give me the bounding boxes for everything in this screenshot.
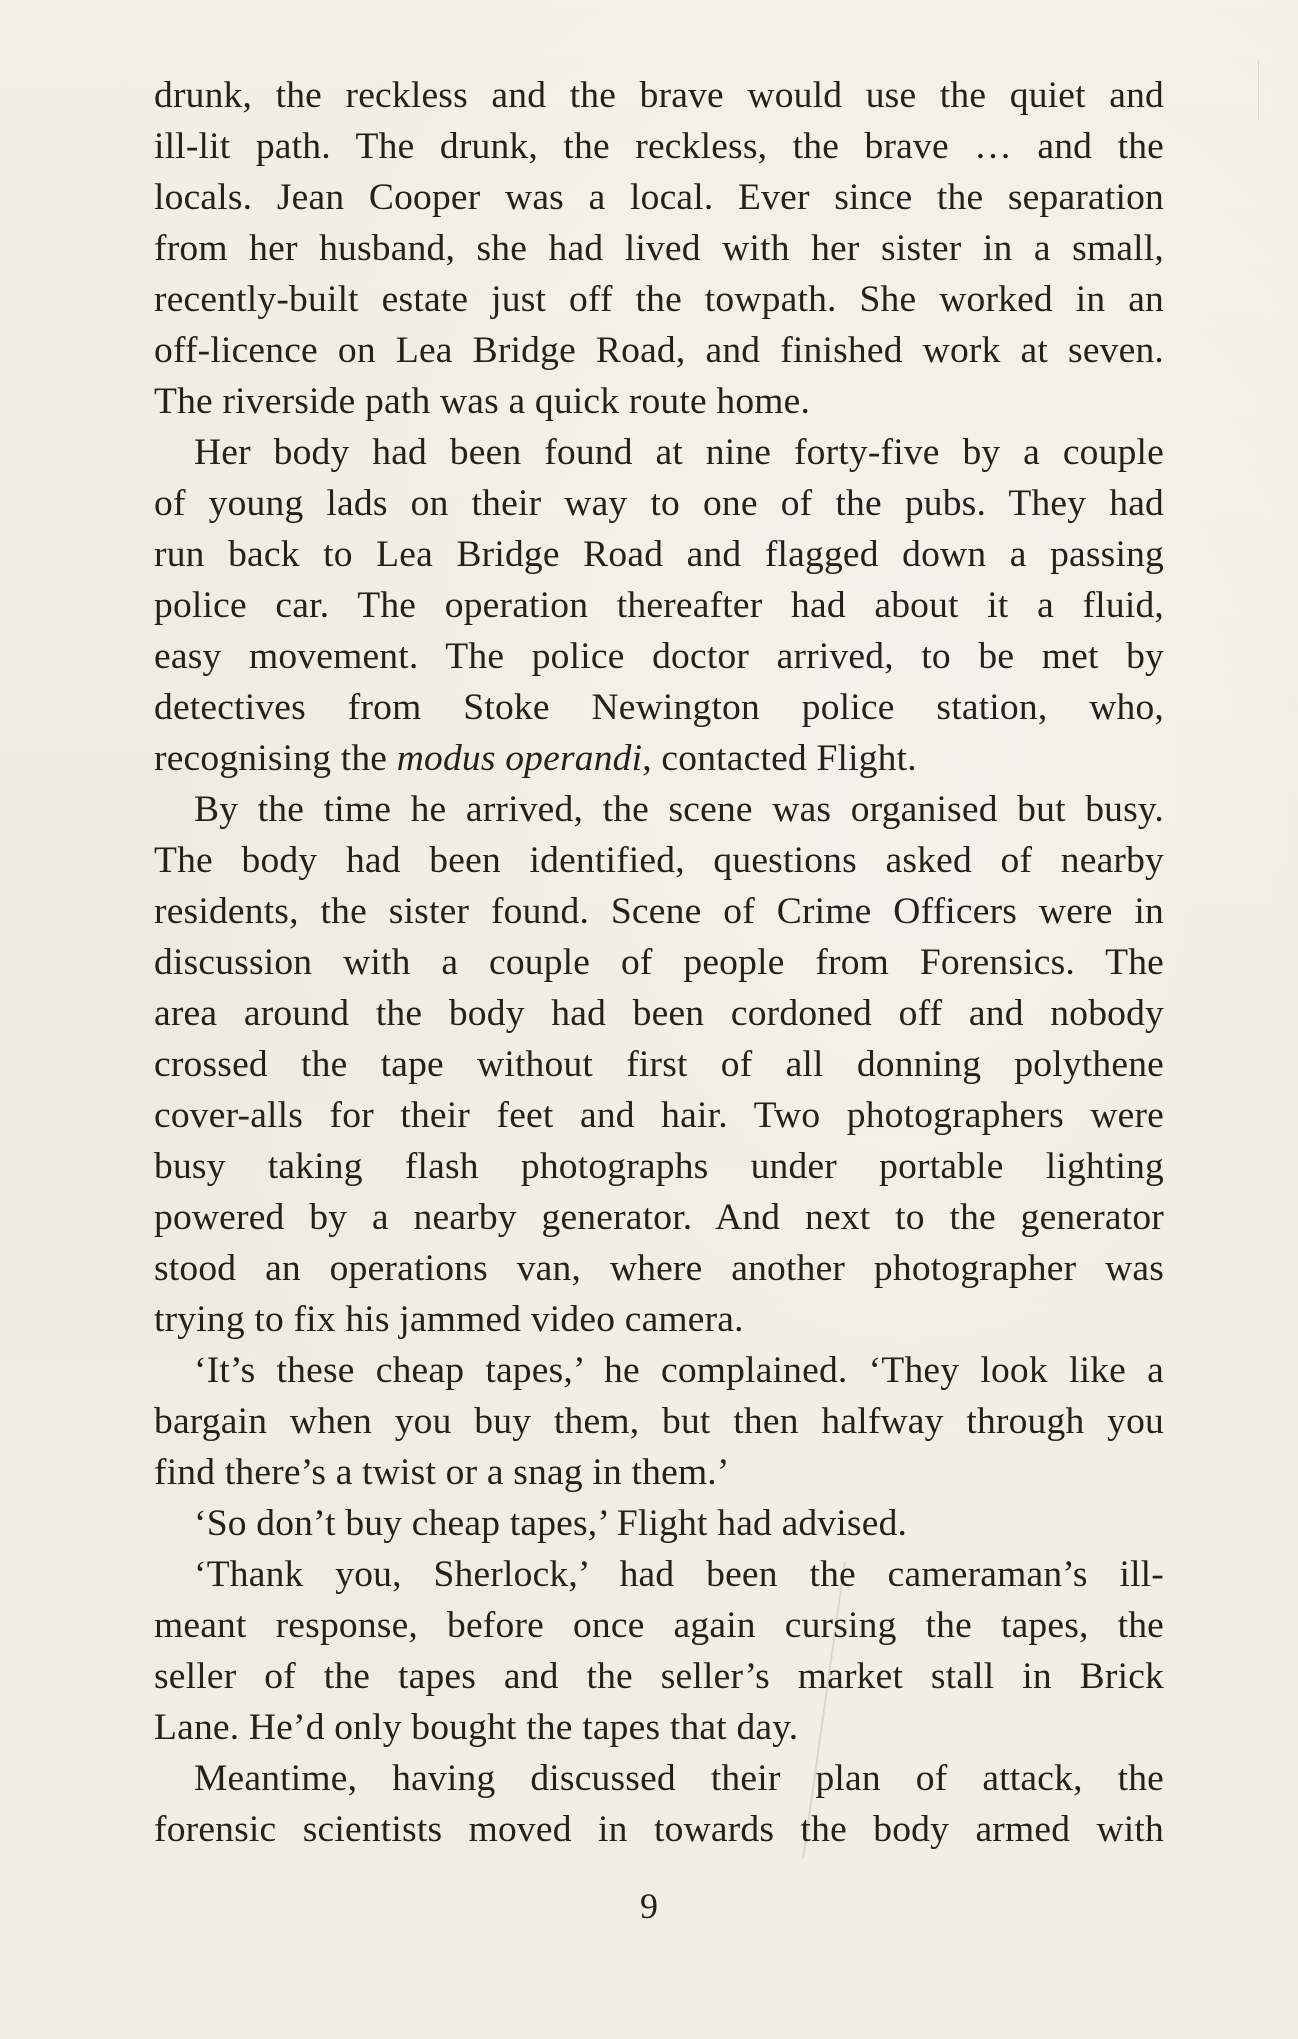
- text-line: find there’s a twist or a snag in them.’: [154, 1452, 730, 1493]
- text-line: from her husband, she had lived with her sister in a small,: [154, 228, 1164, 269]
- text-line: bargain when you buy them, but then halfway through you: [154, 1401, 1164, 1442]
- text-line: By the time he arrived, the scene was organised but busy.: [194, 789, 1164, 830]
- text-line: police car. The operation thereafter had about it a fluid,: [154, 585, 1164, 626]
- text-line: ‘Thank you, Sherlock,’ had been the cameraman’s ill-: [194, 1554, 1164, 1595]
- text-line: Her body had been found at nine forty-five by a couple: [194, 432, 1164, 473]
- page-number: 9: [640, 1886, 658, 1926]
- text-line: ‘It’s these cheap tapes,’ he complained. ‘They look like a: [194, 1350, 1164, 1391]
- text-line: area around the body had been cordoned off and nobody: [154, 993, 1164, 1034]
- page-crease-mark: [1258, 60, 1259, 120]
- text-line: cover-alls for their feet and hair. Two photographers were: [154, 1095, 1164, 1136]
- text-line: discussion with a couple of people from Forensics. The: [154, 942, 1164, 983]
- text-line: ill-lit path. The drunk, the reckless, the brave … and the: [154, 126, 1164, 167]
- italic-phrase: modus operandi: [396, 738, 643, 779]
- text-line: powered by a nearby generator. And next to the generator: [154, 1197, 1164, 1238]
- text-line: ‘So don’t buy cheap tapes,’ Flight had advised.: [194, 1503, 908, 1544]
- text-line: locals. Jean Cooper was a local. Ever since the separation: [154, 177, 1164, 218]
- text-line: run back to Lea Bridge Road and flagged down a passing: [154, 534, 1164, 575]
- text-segment: , contacted Flight.: [642, 738, 917, 779]
- text-line: drunk, the reckless and the brave would use the quiet and: [154, 75, 1164, 116]
- text-line: The body had been identified, questions asked of nearby: [154, 840, 1164, 881]
- body-text: [154, 70, 1164, 1855]
- text-line: Meantime, having discussed their plan of attack, the: [194, 1758, 1164, 1799]
- text-line: recently-built estate just off the towpath. She worked in an: [154, 279, 1164, 320]
- text-line: [154, 733, 1164, 784]
- text-line: off-licence on Lea Bridge Road, and finished work at seven.: [154, 330, 1164, 371]
- text-line: stood an operations van, where another photographer was: [154, 1248, 1164, 1289]
- text-line: residents, the sister found. Scene of Crime Officers were in: [154, 891, 1164, 932]
- text-line: The riverside path was a quick route home.: [154, 381, 811, 422]
- text-line: crossed the tape without first of all donning polythene: [154, 1044, 1164, 1085]
- text-line: trying to fix his jammed video camera.: [154, 1299, 744, 1340]
- text-line: detectives from Stoke Newington police station, who,: [154, 687, 1164, 728]
- text-segment: recognising the: [154, 738, 397, 779]
- text-line: Lane. He’d only bought the tapes that day.: [154, 1707, 799, 1748]
- text-line: forensic scientists moved in towards the body armed with: [154, 1809, 1164, 1850]
- text-line: seller of the tapes and the seller’s market stall in Brick: [154, 1656, 1164, 1697]
- text-line: busy taking flash photographs under portable lighting: [154, 1146, 1164, 1187]
- text-line: meant response, before once again cursing the tapes, the: [154, 1605, 1164, 1646]
- text-line: of young lads on their way to one of the pubs. They had: [154, 483, 1164, 524]
- text-line: easy movement. The police doctor arrived, to be met by: [154, 636, 1164, 677]
